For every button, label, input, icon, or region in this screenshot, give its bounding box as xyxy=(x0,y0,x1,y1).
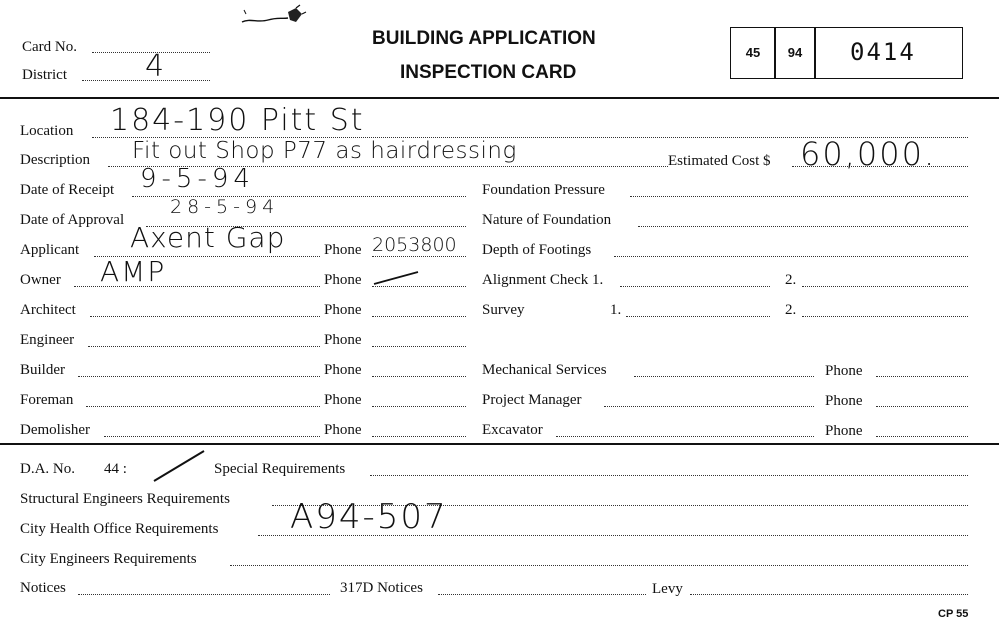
notices-317d-dots xyxy=(438,594,646,595)
survey-2-label: 2. xyxy=(785,302,797,318)
demolisher-phone-dots xyxy=(372,436,466,437)
district-value: 4 xyxy=(145,49,167,84)
excavator-label: Excavator xyxy=(482,422,543,438)
da-no-value: 44 : xyxy=(104,461,127,477)
notices-317d-label: 317D Notices xyxy=(340,580,423,596)
date-of-receipt-value: 9-5-94 xyxy=(140,164,255,194)
excavator-dots xyxy=(556,436,814,437)
survey-1-dots xyxy=(626,316,770,317)
architect-phone-dots xyxy=(372,316,466,317)
foreman-dots xyxy=(86,406,320,407)
alignment-check-label: Alignment Check 1. xyxy=(482,272,604,288)
code-box-cell-2: 94 xyxy=(787,45,803,60)
structural-engineers-label: Structural Engineers Requirements xyxy=(20,491,230,507)
estimated-cost-label: Estimated Cost $ xyxy=(668,153,771,169)
applicant-phone-label: Phone xyxy=(324,242,362,258)
foundation-pressure-label: Foundation Pressure xyxy=(482,182,605,198)
demolisher-dots xyxy=(104,436,320,437)
applicant-value: Axent Gap xyxy=(130,221,286,254)
project-manager-phone-label: Phone xyxy=(825,393,863,409)
mechanical-phone-dots xyxy=(876,376,968,377)
applicant-phone-dots xyxy=(372,256,466,257)
owner-phone-dash-mark xyxy=(372,268,422,288)
card-number: 0414 xyxy=(850,38,916,66)
architect-dots xyxy=(90,316,320,317)
form-title-line1: BUILDING APPLICATION xyxy=(372,28,596,49)
card-no-label: Card No. xyxy=(22,39,77,55)
builder-phone-label: Phone xyxy=(324,362,362,378)
alignment-check-2-label: 2. xyxy=(785,272,797,288)
estimated-cost-value: 60,000. xyxy=(800,135,937,173)
section-divider xyxy=(0,443,999,445)
survey-1-label: 1. xyxy=(610,302,622,318)
engineer-dots xyxy=(88,346,320,347)
mechanical-phone-label: Phone xyxy=(825,363,863,379)
nature-of-foundation-dots xyxy=(638,226,968,227)
levy-dots xyxy=(690,594,968,595)
applicant-label: Applicant xyxy=(20,242,80,258)
project-manager-phone-dots xyxy=(876,406,968,407)
form-title-line2: INSPECTION CARD xyxy=(400,62,577,83)
architect-phone-label: Phone xyxy=(324,302,362,318)
location-value: 184-190 Pitt St xyxy=(110,103,365,138)
date-of-approval-value: 28-5-94 xyxy=(170,196,280,218)
da-no-label: D.A. No. xyxy=(20,461,75,477)
city-health-value: A94-507 xyxy=(290,497,448,537)
notices-label: Notices xyxy=(20,580,66,596)
project-manager-dots xyxy=(604,406,814,407)
header-divider xyxy=(0,97,999,99)
city-engineers-dots xyxy=(230,565,968,566)
code-box-cell-1: 45 xyxy=(745,45,761,60)
alignment-check-1-dots xyxy=(620,286,770,287)
demolisher-phone-label: Phone xyxy=(324,422,362,438)
foreman-phone-label: Phone xyxy=(324,392,362,408)
notices-dots xyxy=(78,594,330,595)
engineer-label: Engineer xyxy=(20,332,75,348)
depth-of-footings-dots xyxy=(614,256,968,257)
description-value: Fit out Shop P77 as hairdressing xyxy=(132,138,517,164)
excavator-phone-label: Phone xyxy=(825,423,863,439)
mechanical-services-label: Mechanical Services xyxy=(482,362,607,378)
engineer-phone-dots xyxy=(372,346,466,347)
owner-phone-label: Phone xyxy=(324,272,362,288)
project-manager-label: Project Manager xyxy=(482,392,582,408)
builder-label: Builder xyxy=(20,362,65,378)
owner-value: AMP xyxy=(100,255,167,288)
description-label: Description xyxy=(20,152,90,168)
special-requirements-label: Special Requirements xyxy=(214,461,346,477)
city-engineers-label: City Engineers Requirements xyxy=(20,551,197,567)
mechanical-services-dots xyxy=(634,376,814,377)
location-label: Location xyxy=(20,123,74,139)
engineer-phone-label: Phone xyxy=(324,332,362,348)
foreman-phone-dots xyxy=(372,406,466,407)
excavator-phone-dots xyxy=(876,436,968,437)
nature-of-foundation-label: Nature of Foundation xyxy=(482,212,612,228)
pen-scribble-mark xyxy=(238,4,310,30)
city-health-label: City Health Office Requirements xyxy=(20,521,219,537)
demolisher-label: Demolisher xyxy=(20,422,90,438)
form-code: CP 55 xyxy=(938,608,969,620)
district-label: District xyxy=(22,67,67,83)
owner-label: Owner xyxy=(20,272,61,288)
levy-label: Levy xyxy=(652,581,683,597)
date-of-approval-label: Date of Approval xyxy=(20,212,125,228)
survey-2-dots xyxy=(802,316,968,317)
foreman-label: Foreman xyxy=(20,392,74,408)
date-of-receipt-label: Date of Receipt xyxy=(20,182,115,198)
survey-label: Survey xyxy=(482,302,525,318)
special-requirements-dots xyxy=(370,475,968,476)
da-no-slash-mark xyxy=(150,448,210,484)
depth-of-footings-label: Depth of Footings xyxy=(482,242,592,258)
builder-phone-dots xyxy=(372,376,466,377)
builder-dots xyxy=(78,376,320,377)
foundation-pressure-dots xyxy=(630,196,968,197)
architect-label: Architect xyxy=(20,302,76,318)
alignment-check-2-dots xyxy=(802,286,968,287)
applicant-phone-value: 2053800 xyxy=(372,234,457,256)
